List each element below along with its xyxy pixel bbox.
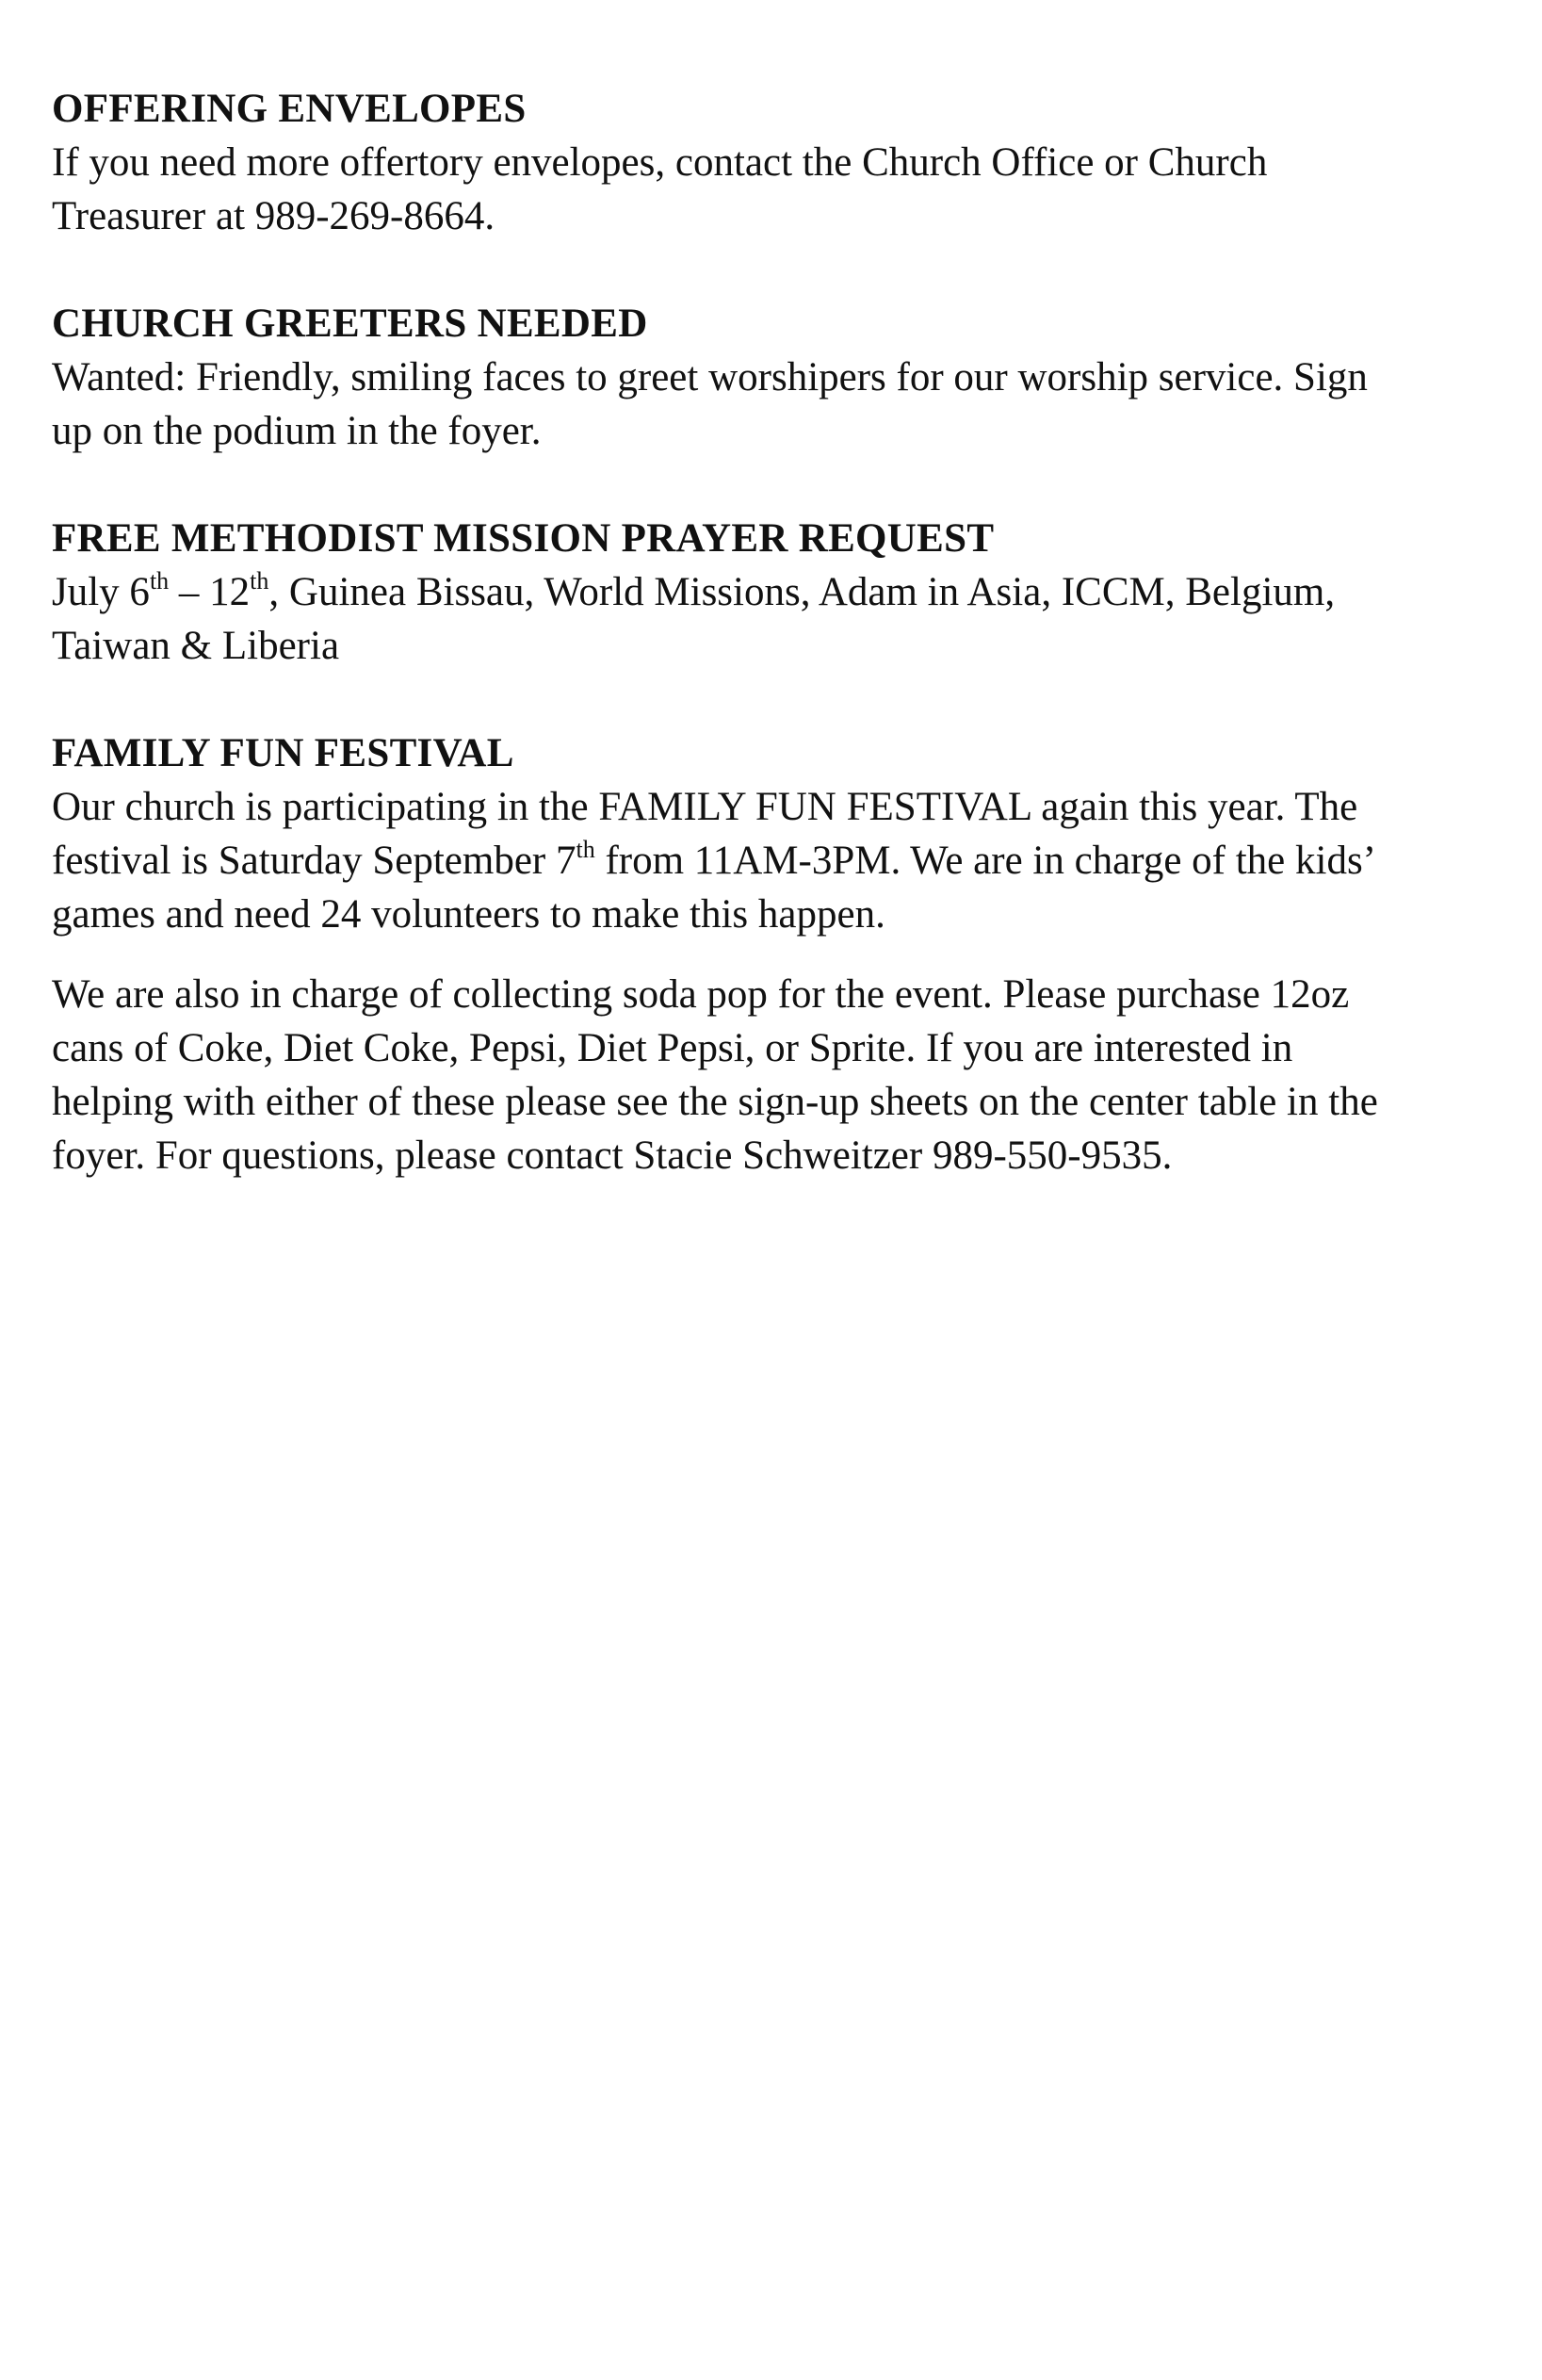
- section-mission-prayer-request: [52, 513, 1408, 673]
- section-heading: OFFERING ENVELOPES: [52, 87, 527, 131]
- section-paragraph: [52, 565, 1408, 673]
- ordinal-suffix: th: [250, 567, 269, 595]
- section-paragraph: If you need more offertory envelopes, contact the Church Office or Church Treasurer at 989-269-8664.: [52, 140, 1268, 238]
- date-end: – 12: [169, 570, 251, 614]
- section-paragraph: [52, 780, 1408, 941]
- ordinal-suffix: th: [149, 567, 170, 595]
- section-heading: FREE METHODIST MISSION PRAYER REQUEST: [52, 516, 995, 561]
- date-start: July 6: [52, 570, 150, 614]
- section-church-greeters: [52, 298, 1408, 458]
- mission-places: , Guinea Bissau, World Missions, Adam in Asia, ICCM, Belgium, Taiwan & Liberia: [52, 570, 1336, 668]
- section-offering-envelopes: [52, 83, 1408, 243]
- announcements: [52, 83, 1408, 1237]
- ordinal-suffix: th: [576, 836, 595, 863]
- section-heading: CHURCH GREETERS NEEDED: [52, 302, 648, 346]
- section-paragraph: Wanted: Friendly, smiling faces to greet worshipers for our worship service. Sign up on the podium in the foyer.: [52, 355, 1368, 453]
- section-paragraph: We are also in charge of collecting soda pop for the event. Please purchase 12oz cans of Coke, Diet Coke, Pepsi, Diet Pepsi, or Sprite. If you are interested in helping with either of these please see the sign-up sheets on the center table in the foyer. For questions, please contact Stacie Schweitzer 989-550-9535.: [52, 972, 1378, 1178]
- festival-text-a: Our church is participating in the FAMILY FUN FESTIVAL again this year. The festival is Saturday September 7: [52, 785, 1358, 883]
- section-family-fun-festival: [52, 727, 1408, 1182]
- festival-text-b: from 11AM-3PM. We are in charge of the kids’ games and need 24 volunteers to make this happen.: [52, 839, 1373, 937]
- section-heading: FAMILY FUN FESTIVAL: [52, 731, 514, 775]
